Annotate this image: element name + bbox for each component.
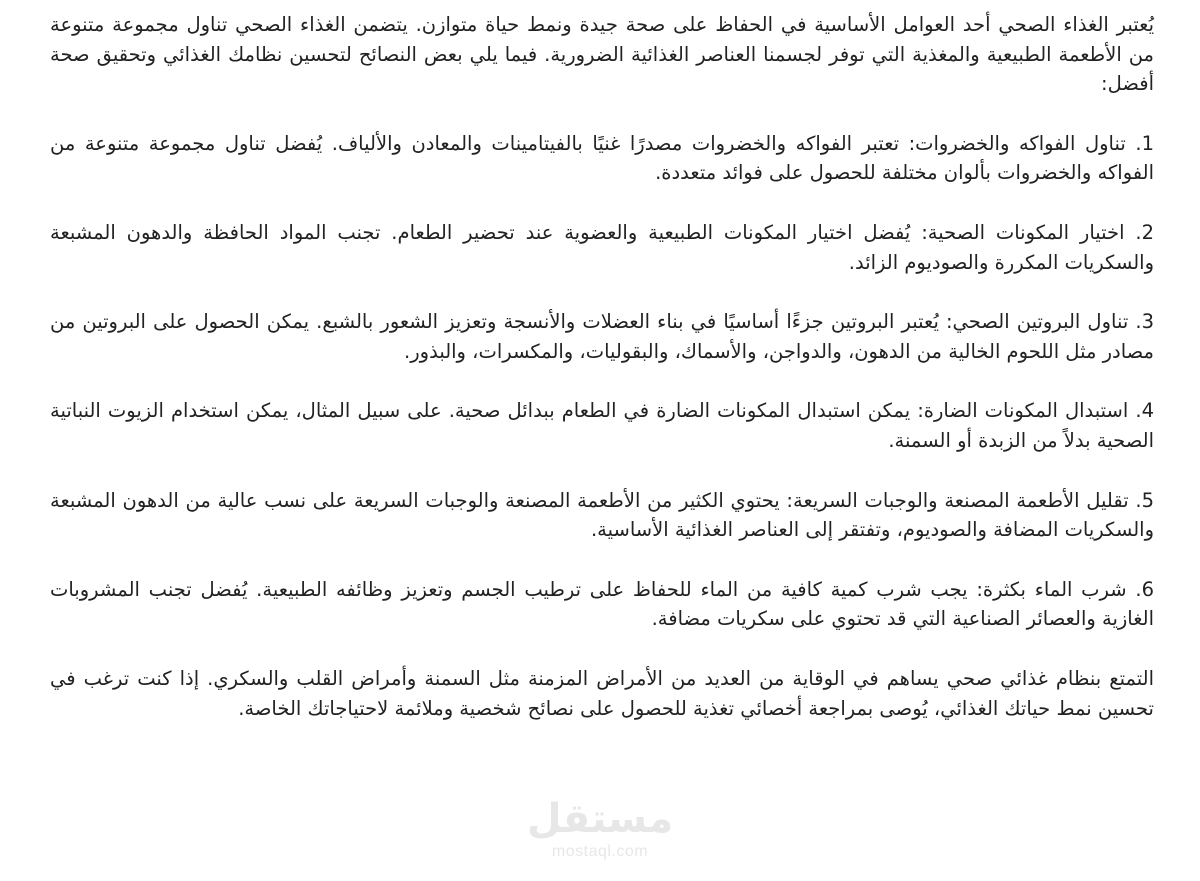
tip-paragraph: 5. تقليل الأطعمة المصنعة والوجبات السريعة: يحتوي الكثير من الأطعمة المصنعة والوجبات السريعة على نسب عالية من الدهون المشبعة والسكريات المضافة والصوديوم، وتفتقر إلى العناصر الغذائية الأساسية. [50, 488, 1154, 542]
tip-paragraph: 6. شرب الماء بكثرة: يجب شرب كمية كافية من الماء للحفاظ على ترطيب الجسم وتعزيز وظائفه الطبيعية. يُفضل تجنب المشروبات الغازية والعصائر الصناعية التي قد تحتوي على سكريات مضافة. [50, 577, 1154, 631]
conclusion-paragraph: التمتع بنظام غذائي صحي يساهم في الوقاية من العديد من الأمراض المزمنة مثل السمنة وأمراض القلب والسكري. إذا كنت ترغب في تحسين نمط حياتك الغذائي، يُوصى بمراجعة أخصائي تغذية للحصول على نصائح شخصية وملائمة لاحتياجاتك الخاصة. [50, 666, 1154, 720]
watermark-site: mostaql.com [551, 843, 649, 860]
mostaql-watermark [520, 795, 680, 861]
tip-paragraph: 2. اختيار المكونات الصحية: يُفضل اختيار المكونات الطبيعية والعضوية عند تحضير الطعام. تجنب المواد الحافظة والدهون المشبعة والسكريات المكررة والصوديوم الزائد. [50, 220, 1154, 274]
watermark-logo: مستقل [526, 796, 674, 842]
article-body [50, 10, 1154, 723]
tip-paragraph: 4. استبدال المكونات الضارة: يمكن استبدال المكونات الضارة في الطعام ببدائل صحية. على سبيل المثال، يمكن استخدام الزيوت النباتية الصحية بدلاً من الزبدة أو السمنة. [50, 399, 1154, 452]
tip-paragraph: 1. تناول الفواكه والخضروات: تعتبر الفواكه والخضروات مصدرًا غنيًا بالفيتامينات والمعادن والألياف. يُفضل تناول مجموعة متنوعة من الفواكه والخضروات بألوان مختلفة للحصول على فوائد متعددة. [50, 131, 1154, 185]
tip-paragraph: 3. تناول البروتين الصحي: يُعتبر البروتين جزءًا أساسيًا في بناء العضلات والأنسجة وتعزيز الشعور بالشبع. يمكن الحصول على البروتين من مصادر مثل اللحوم الخالية من الدهون، والدواجن، والأسماك، والبقوليات، والمكسرات، والبذور. [50, 310, 1154, 363]
intro-paragraph: يُعتبر الغذاء الصحي أحد العوامل الأساسية في الحفاظ على صحة جيدة ونمط حياة متوازن. يتضمن الغذاء الصحي تناول مجموعة متنوعة من الأطعمة الطبيعية والمغذية التي توفر لجسمنا العناصر الغذائية الضرورية. فيما يلي بعض النصائح لتحسين نظامك الغذائي وتحقيق صحة أفضل: [50, 13, 1154, 96]
